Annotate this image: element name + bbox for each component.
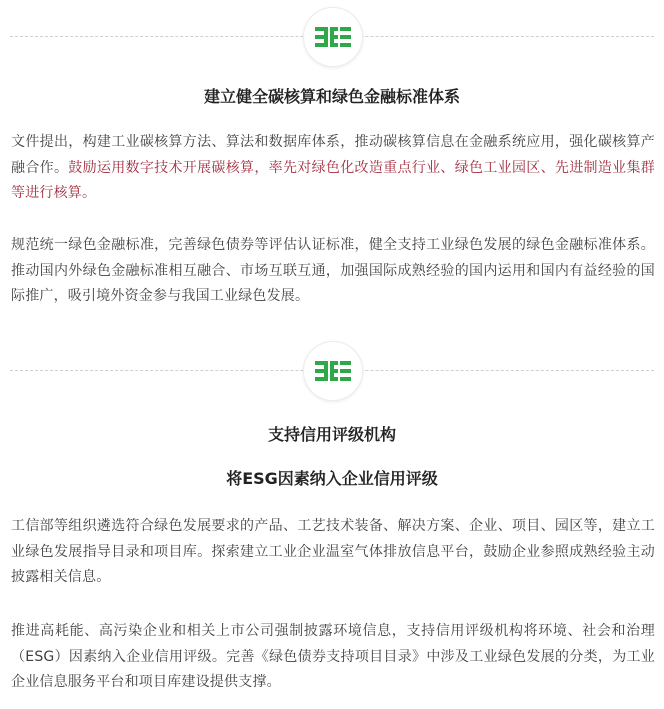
highlighted-text: 鼓励运用数字技术开展碳核算，率先对绿色化改造重点行业、绿色工业园区、先进制造业集群等进行核算。	[11, 159, 655, 201]
body-paragraph: 推进高耗能、高污染企业和相关上市公司强制披露环境信息，支持信用评级机构将环境、社会和治理（ESG）因素纳入企业信用评级。完善《绿色债券支持项目目录》中涉及工业绿色发展的分类，为工业企业信息服务平台和项目库建设提供支撑。	[11, 623, 655, 690]
body-paragraph	[11, 130, 655, 207]
tri-e-logo-icon	[315, 360, 351, 382]
body-paragraph: 规范统一绿色金融标准，完善绿色债券等评估认证标准，健全支持工业绿色发展的绿色金融标准体系。推动国内外绿色金融标准相互融合、市场互联互通，加强国际成熟经验的国内运用和国内有益经验的国际推广，吸引境外资金参与我国工业绿色发展。	[11, 237, 655, 304]
paragraph-text: 文件提出，构建工业碳核算方法、算法和数据库体系，推动碳核算信息在金融系统应用，强化碳核算产融合作。	[11, 134, 655, 176]
section-heading: 支持信用评级机构	[267, 425, 396, 444]
section-badge	[303, 7, 363, 67]
tri-e-logo-icon	[315, 26, 351, 48]
section-subheading: 将ESG因素纳入企业信用评级	[226, 469, 438, 488]
section-badge	[303, 341, 363, 401]
body-paragraph: 工信部等组织遴选符合绿色发展要求的产品、工艺技术装备、解决方案、企业、项目、园区等，建立工业绿色发展指导目录和项目库。探索建立工业企业温室气体排放信息平台，鼓励企业参照成熟经验主动披露相关信息。	[11, 518, 655, 585]
section-heading: 建立健全碳核算和绿色金融标准体系	[203, 87, 460, 106]
